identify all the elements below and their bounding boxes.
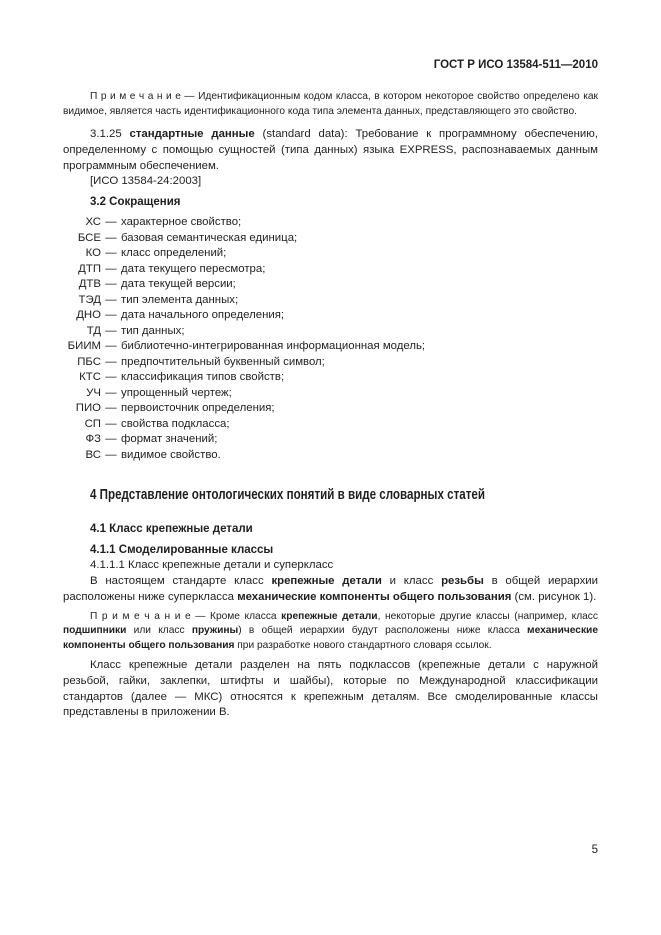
abbreviation-dash: — [105,386,117,399]
abbreviation-dash: — [105,262,117,275]
abbreviation-dash: — [105,231,117,244]
abbreviation-row [63,308,598,324]
abbreviation-row [63,246,598,262]
abbreviation-definition: видимое свойство. [121,448,221,461]
abbreviation-row [63,293,598,309]
note-visible-property: П р и м е ч а н и е — Идентификационным кодом класса, в котором некоторое свойство определено как видимое, является часть идентификационного кода типа элемента данных, представляющего это свойство. [63,91,598,117]
abbreviation-definition: упрощенный чертеж; [121,386,232,399]
abbreviation-row [63,432,598,448]
abbreviation-key: ДНО [76,309,101,321]
abbreviation-definition: тип элемента данных; [121,293,239,306]
abbreviation-definition: предпочтительный буквенный символ; [121,355,325,368]
abbreviation-dash: — [105,448,117,461]
abbreviation-key: ФЗ [85,433,101,445]
document-page [63,0,598,935]
abbreviation-dash: — [105,355,117,368]
abbreviation-key: ТД [86,324,101,337]
paragraph-class-hierarchy: В настоящем стандарте класс крепежные детали и класс резьбы в общей иерархии расположены ниже суперкласса механические компоненты общего пользования (см. рисунок 1). [63,575,599,603]
abbreviation-dash: — [105,278,117,290]
heading-3-2-abbreviations: 3.2 Сокращения [90,196,181,208]
abbreviation-definition: свойства подкласса; [121,417,230,430]
abbreviation-key: ПБС [77,355,101,368]
abbreviation-key: УЧ [86,386,101,399]
abbreviation-row [63,262,598,278]
abbreviation-row [63,324,598,340]
abbreviation-definition: классификация типов свойств; [121,371,285,383]
abbreviation-key: БСЕ [77,231,101,244]
document-code: ГОСТ Р ИСО 13584-511—2010 [433,59,598,71]
abbreviation-dash: — [105,340,117,352]
abbreviation-dash: — [105,417,117,430]
term-3-1-25-standard-data: 3.1.25 стандартные данные (standard data): Требование к программному обеспечению, определенному с помощью сущностей (типа данных) языка EXPRESS, распознаваемых данным программным обеспечением. [63,128,598,172]
page-header [63,58,598,72]
heading-4-1-1-modeled-classes: 4.1.1 Смоделированные классы [90,543,274,556]
abbreviation-definition: формат значений; [121,433,218,445]
heading-4-1-fasteners-class: 4.1 Класс крепежные детали [90,523,253,535]
abbreviation-dash: — [105,324,117,337]
abbreviation-row [63,401,598,417]
page-footer [592,843,598,857]
abbreviation-row [63,231,598,247]
abbreviation-dash: — [105,293,117,306]
abbreviation-key: ДТВ [78,278,101,290]
abbreviation-key: ДТП [78,262,101,275]
abbreviation-dash: — [105,309,117,321]
abbreviation-row [63,448,598,464]
note-other-classes: П р и м е ч а н и е — Кроме класса крепежные детали, некоторые другие классы (например, класс подшипники или класс пружины) в общей иерархии будут расположены ниже класса механические компоненты общего пользования при разработке нового стандартного словаря ссылок. [63,610,598,651]
paragraph-five-subclasses: Класс крепежные детали разделен на пять подклассов (крепежные детали с наружной резьбой, гайки, заклепки, штифты и шайбы), которые по Международной классификации стандартов (далее — МКС) относятся к крепежным деталям. Все смоделированные классы представлены в приложении В. [63,659,598,719]
abbreviation-dash: — [105,371,117,383]
page-number: 5 [591,844,598,856]
abbreviation-definition: первоисточник определения; [121,402,275,414]
abbreviation-dash: — [105,402,117,414]
abbreviation-definition: дата начального определения; [121,309,285,321]
abbreviation-key: БИИМ [67,340,101,352]
abbreviation-list [63,215,598,463]
heading-4-ontological-concepts: 4 Представление онтологических понятий в виде словарных статей [90,487,485,503]
abbreviation-dash: — [105,433,117,445]
abbreviation-key: СП [84,417,101,430]
abbreviation-definition: базовая семантическая единица; [121,231,298,244]
abbreviation-row [63,215,598,231]
abbreviation-row [63,417,598,433]
abbreviation-row [63,339,598,355]
abbreviation-row [63,355,598,371]
abbreviation-key: КО [85,247,101,259]
abbreviation-row [63,386,598,402]
abbreviation-row [63,277,598,293]
abbreviation-definition: характерное свойство; [121,216,242,228]
abbreviation-definition: дата текущего пересмотра; [121,262,266,275]
abbreviation-key: ТЭД [78,293,101,306]
abbreviation-definition: дата текущей версии; [121,278,236,290]
abbreviation-key: КТС [79,371,101,383]
abbreviation-key: ВС [85,448,101,461]
abbreviation-definition: библиотечно-интегрированная информационная модель; [121,340,426,352]
abbreviation-dash: — [105,216,117,228]
abbreviation-definition: класс определений; [121,247,227,259]
abbreviation-key: ПИО [75,402,101,414]
heading-4-1-1-1-superclass: 4.1.1.1 Класс крепежные детали и суперкласс [90,559,334,572]
abbreviation-row [63,370,598,386]
abbreviation-definition: тип данных; [121,324,185,337]
iso-source-reference: [ИСО 13584-24:2003] [90,175,202,188]
abbreviation-key: ХС [85,216,101,228]
abbreviation-dash: — [105,247,117,259]
